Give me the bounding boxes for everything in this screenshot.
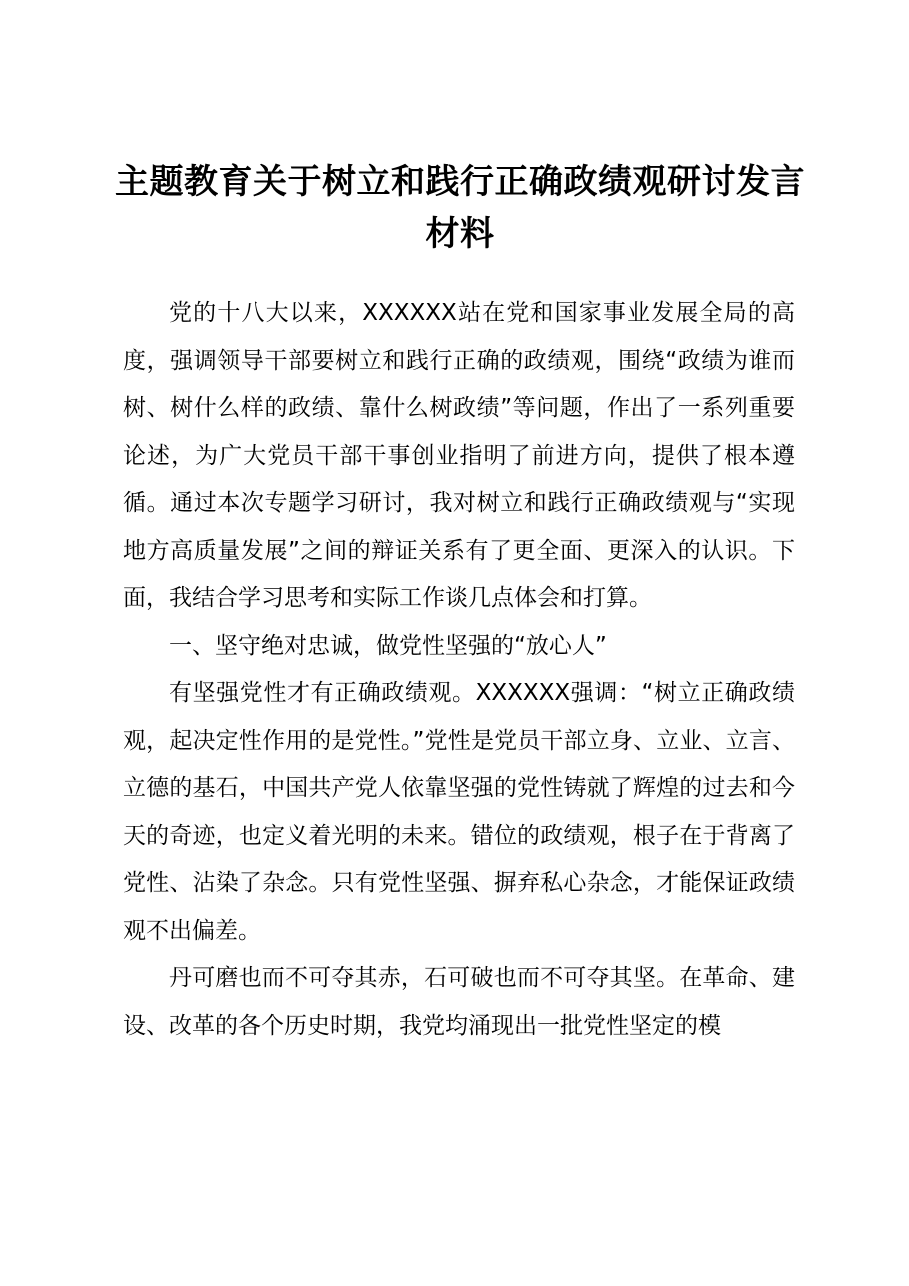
paragraph-intro: 党的十八大以来，XXXXXX站在党和国家事业发展全局的高度，强调领导干部要树立和践行正确的政绩观，围绕“政绩为谁而树、树什么样的政绩、靠什么树政绩”等问题，作出了一系列重要论述，为广大党员干部干事创业指明了前进方向，提供了根本遵循。通过本次专题学习研讨，我对树立和践行正确政绩观与“实现地方高质量发展”之间的辩证关系有了更全面、更深入的认识。下面，我结合学习思考和实际工作谈几点体会和打算。 [123, 300, 795, 611]
section-heading-1: 一、坚守绝对忠诚，做党性坚强的“放心人” [169, 632, 607, 659]
paragraph-party-spirit: 有坚强党性才有正确政绩观。XXXXXX强调：“树立正确政绩观，起决定性作用的是党性。”党性是党员干部立身、立业、立言、立德的基石，中国共产党人依靠坚强的党性铸就了辉煌的过去和今天的奇迹，也定义着光明的未来。错位的政绩观，根子在于背离了党性、沾染了杂念。只有党性坚强、摒弃私心杂念，才能保证政绩观不出偏差。 [123, 680, 795, 944]
paragraph-history: 丹可磨也而不可夺其赤，石可破也而不可夺其坚。在革命、建设、改革的各个历史时期，我党均涌现出一批党性坚定的模 [123, 965, 795, 1039]
document-body [123, 290, 795, 1050]
document-title: 主题教育关于树立和践行正确政绩观研讨发言材料 [115, 162, 805, 254]
